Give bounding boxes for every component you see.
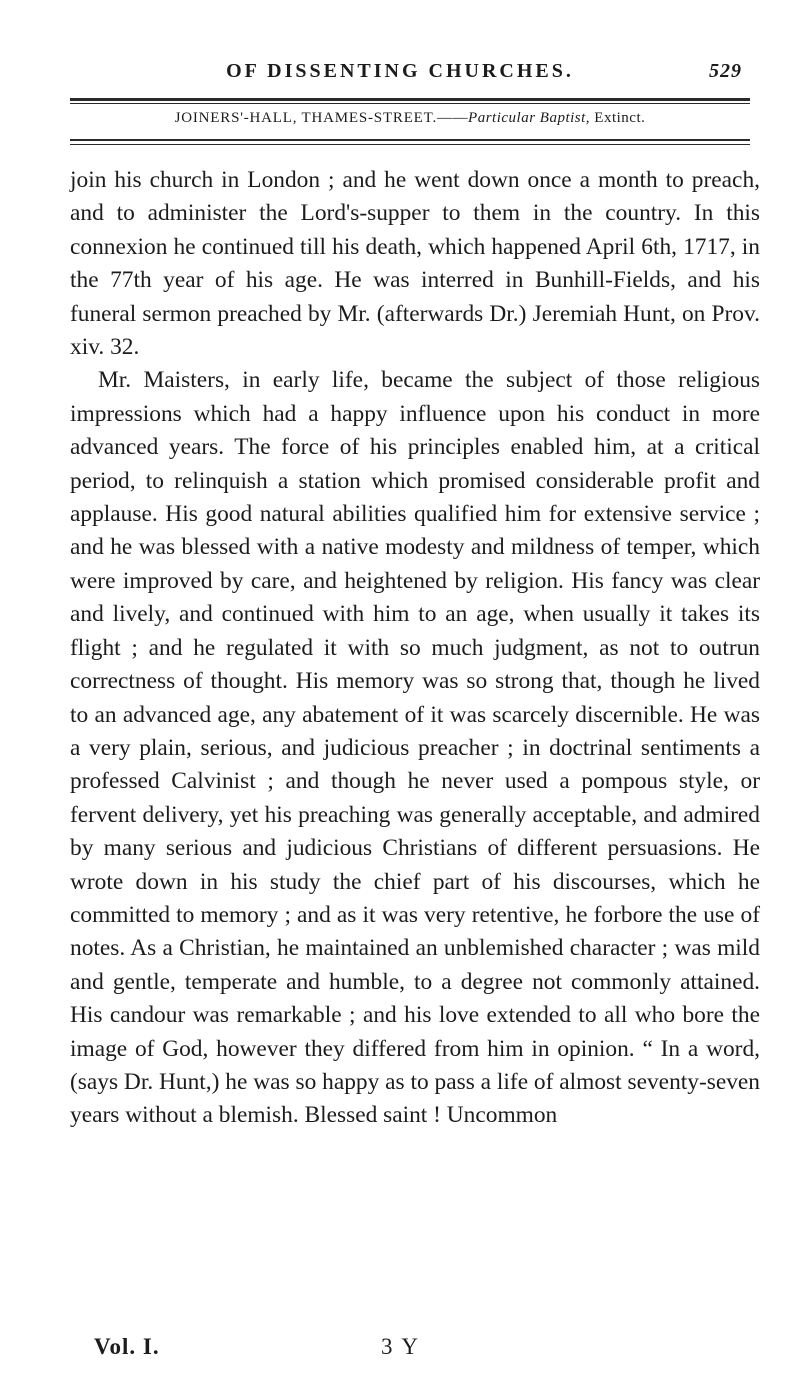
section-separator: ——	[437, 110, 469, 126]
header-rule-thick	[70, 98, 750, 101]
paragraph-character: Mr. Maisters, in early life, became the subject of those religious impressions which had a happy influence upon his conduct in more advanced years. The force of his principles enabled him, at a critical period, to relinquish a station which promised considerable profit and applause. His good natural abilities qualified him for extensive service ; and he was blessed with a native modesty and mildness of temper, which were improved by care, and heightened by religion. His fancy was clear and lively, and continued with him to an age, when usually it takes its flight ; and he regulated it with so much judgment, as not to outrun correctness of thought. His memory was so strong that, though he lived to an advanced age, any abatement of it was scarcely discernible. He was a very plain, serious, and judicious preacher ; in doctrinal sentiments a professed Calvinist ; and though he never used a pompous style, or fervent delivery, yet his preaching was generally acceptable, and admired by many serious and judicious Christians of different persuasions. He wrote down in his study the chief part of his discourses, which he committed to memory ; and as it was very retentive, he forbore the use of notes. As a Christian, he maintained an unblemished character ; was mild and gentle, temperate and humble, to a degree not commonly attained. His candour was remarkable ; and his love extended to all who bore the image of God, however they differed from him in opinion. “ In a word, (says Dr. Hunt,) he was so happy as to pass a life of almost seventy-seven years without a blemish. Blessed saint ! Uncommon	[70, 367, 760, 1129]
section-rule-thick	[70, 139, 750, 141]
volume-label: Vol. I.	[94, 1334, 160, 1359]
running-head	[0, 60, 800, 83]
section-rule-thin	[70, 144, 750, 145]
running-head-title: OF DISSENTING CHURCHES.	[226, 60, 574, 82]
section-place: JOINERS'-HALL, THAMES-STREET.	[174, 110, 438, 126]
section-denomination: Particular Baptist,	[468, 110, 591, 126]
header-rule-thin	[70, 103, 750, 104]
page-number: 529	[709, 60, 742, 82]
paragraph-continuation: join his church in London ; and he went down once a month to preach, and to administer the Lord's-supper to them in the country. In this connexion he continued till his death, which happened April 6th, 1717, in the 77th year of his age. He was interred in Bunhill-Fields, and his funeral sermon preached by Mr. (afterwards Dr.) Jeremiah Hunt, on Prov. xiv. 32.	[70, 167, 760, 361]
signature-mark: 3 Y	[381, 1334, 421, 1359]
body-text	[70, 164, 760, 1133]
section-status: Extinct.	[594, 110, 646, 126]
section-heading	[70, 110, 750, 127]
